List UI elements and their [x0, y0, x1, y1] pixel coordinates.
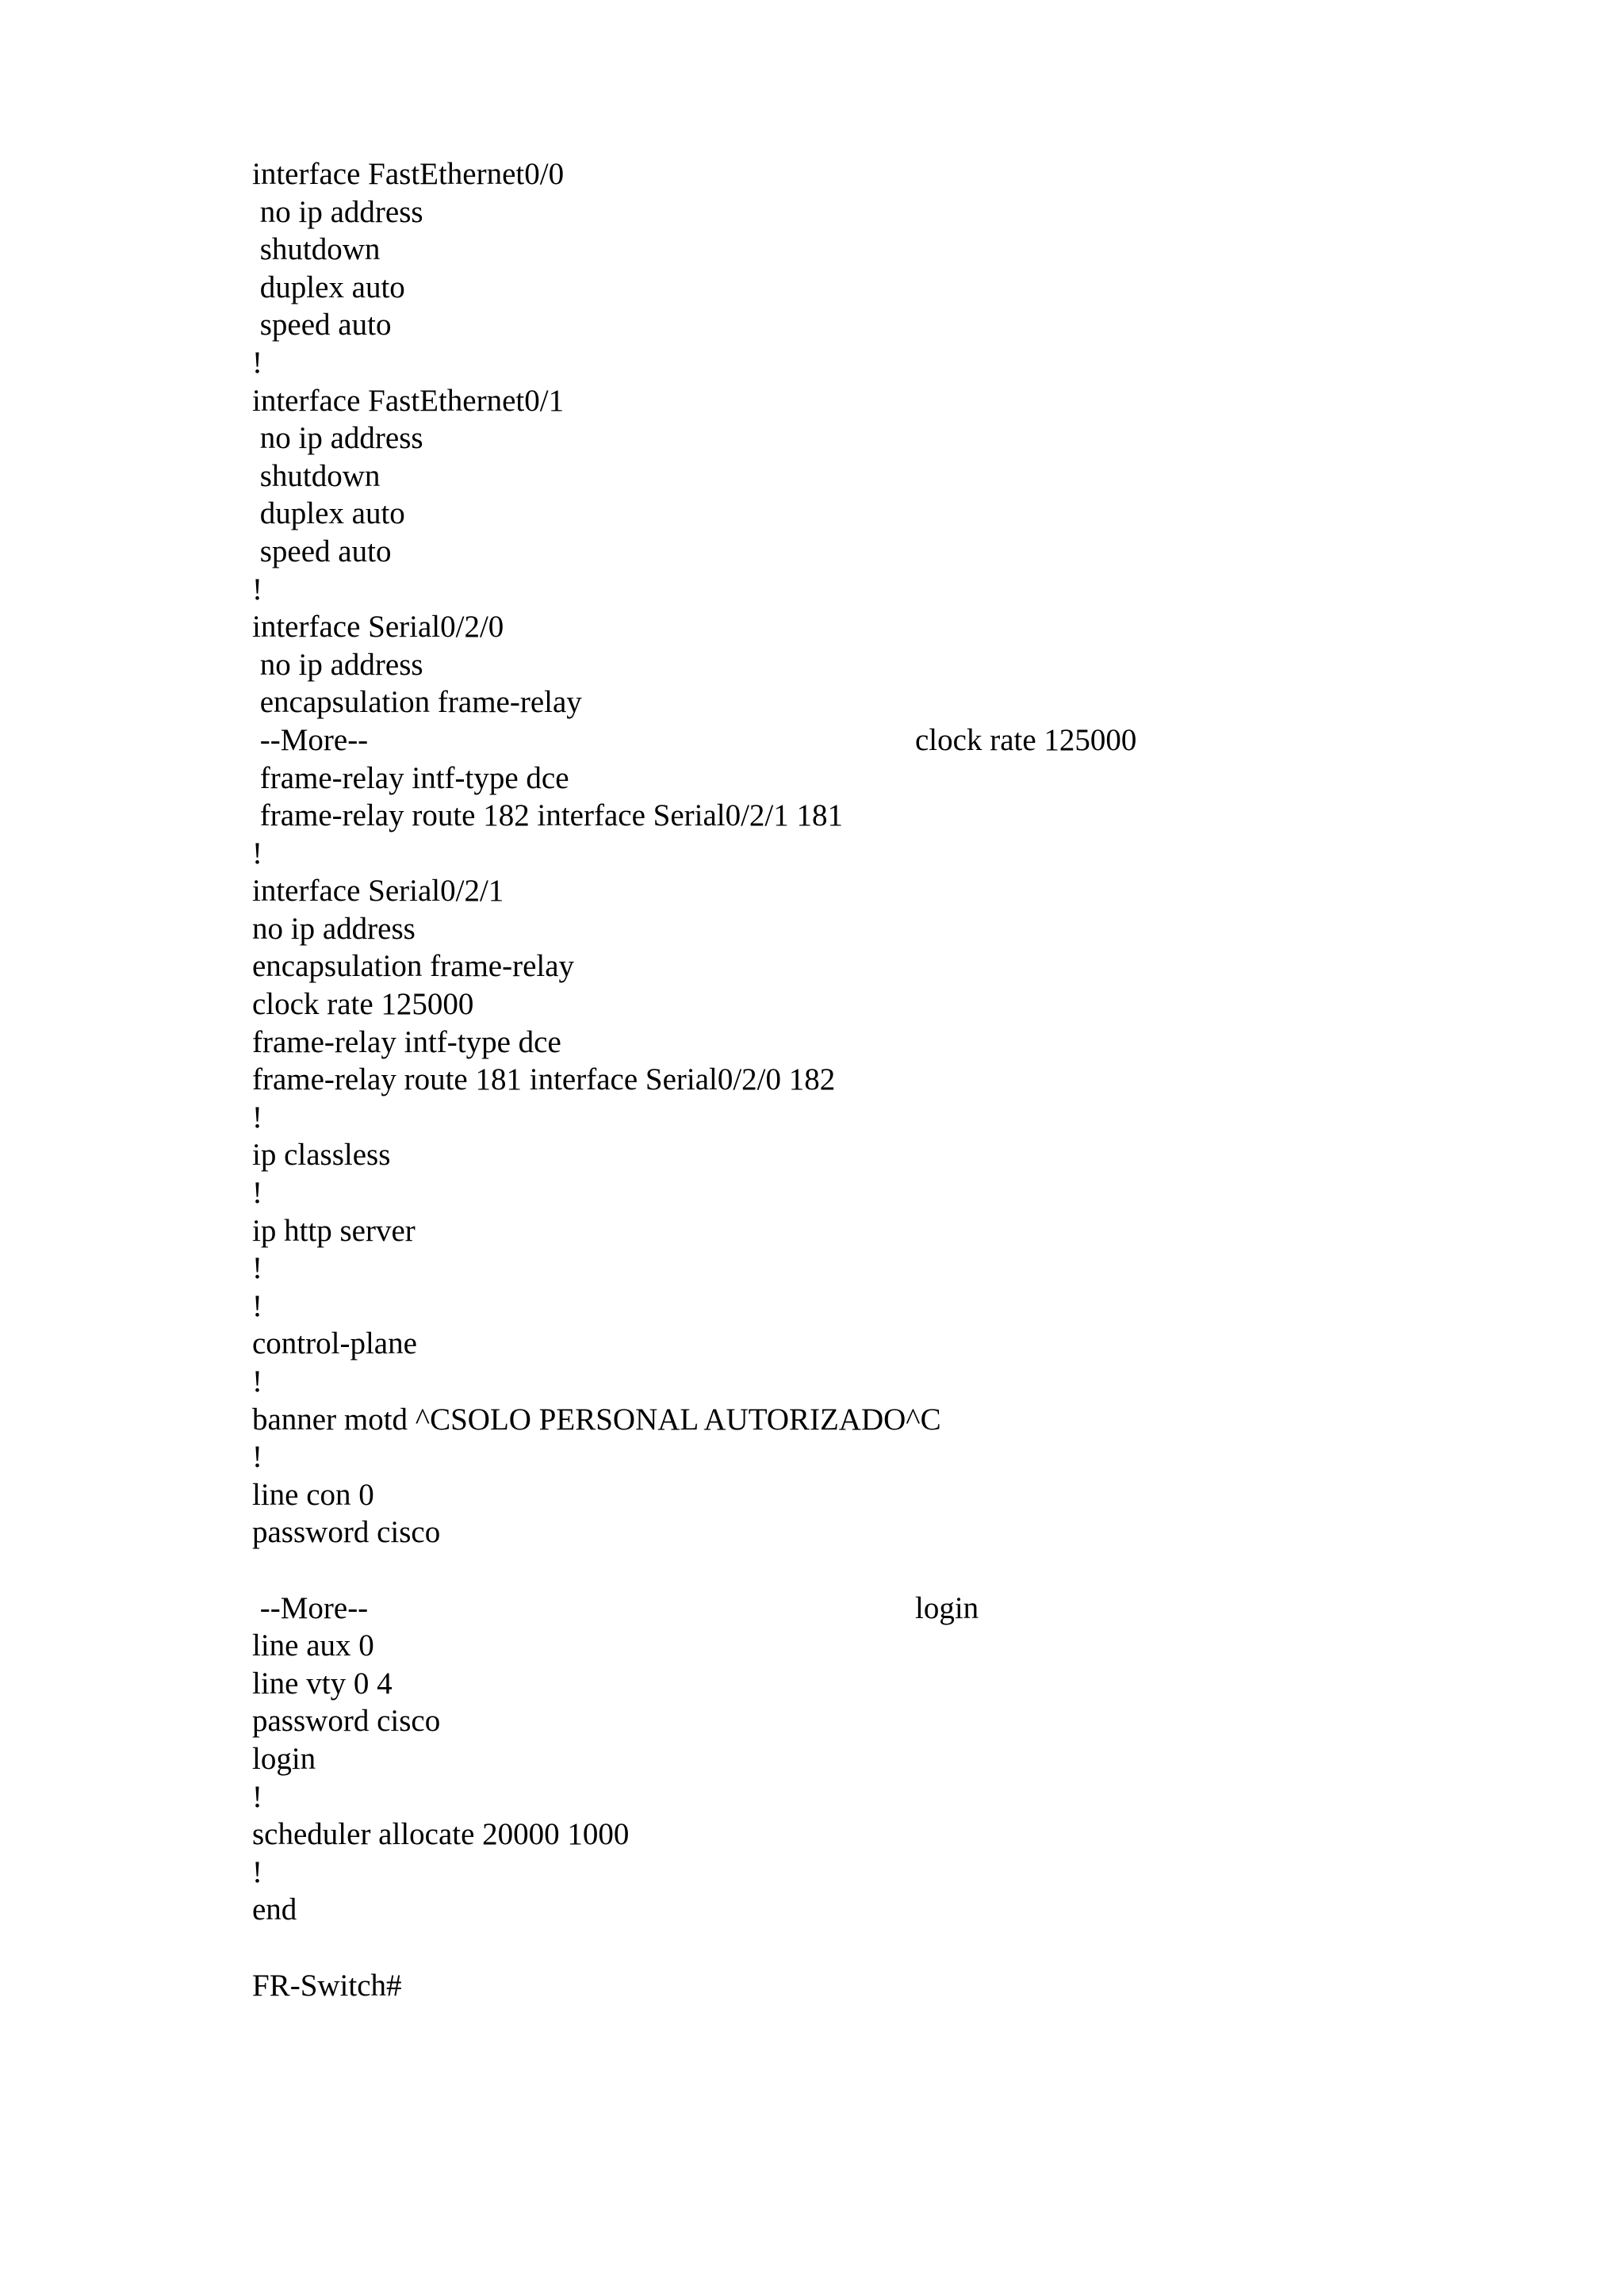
config-line: [252, 306, 1362, 344]
config-line-text: clock rate 125000: [252, 987, 474, 1022]
config-line-text: !: [252, 1854, 262, 1889]
config-line-text: control-plane: [252, 1326, 417, 1361]
config-line: [252, 571, 1362, 609]
config-line: [252, 1099, 1362, 1137]
config-line: [252, 1552, 1362, 1590]
config-line-text: !: [252, 1288, 262, 1323]
config-line: [252, 1174, 1362, 1212]
config-line-text: encapsulation frame-relay: [252, 685, 582, 720]
config-line-text: !: [252, 836, 262, 871]
config-line-text: shutdown: [252, 232, 381, 267]
config-line-text: duplex auto: [252, 270, 405, 304]
config-line-text: frame-relay route 182 interface Serial0/2/1 181: [252, 798, 844, 833]
config-line-text: password cisco: [252, 1515, 441, 1550]
config-line: [252, 1363, 1362, 1401]
config-line-text: line vty 0 4: [252, 1666, 393, 1701]
config-line: [252, 1476, 1362, 1514]
config-line-text: no ip address: [252, 421, 423, 456]
config-line-text: password cisco: [252, 1704, 441, 1739]
config-line: [252, 1740, 1362, 1778]
config-line: [252, 1665, 1362, 1703]
config-line: [252, 1627, 1362, 1665]
config-line-text: no ip address: [252, 194, 423, 229]
config-line: [252, 1854, 1362, 1892]
config-line-text: frame-relay route 181 interface Serial0/2/0 182: [252, 1062, 836, 1097]
config-line: [252, 1136, 1362, 1174]
config-line: [252, 1816, 1362, 1854]
config-line: [252, 1438, 1362, 1476]
config-line-text: !: [252, 1440, 262, 1475]
config-line-overflow-text: clock rate 125000: [915, 722, 1137, 757]
config-line: [252, 1061, 1362, 1099]
config-line-text: ip classless: [252, 1138, 391, 1173]
config-line: [252, 872, 1362, 910]
config-line: [252, 495, 1362, 533]
config-line: [252, 1929, 1362, 1967]
config-line: [252, 985, 1362, 1024]
config-line: [252, 344, 1362, 382]
config-line-text: interface Serial0/2/1: [252, 874, 504, 909]
config-line: [252, 1778, 1362, 1816]
config-line: [252, 1891, 1362, 1929]
config-line: [252, 721, 1362, 760]
config-line: [252, 646, 1362, 684]
config-line-text: shutdown: [252, 458, 381, 493]
config-line-text: FR-Switch#: [252, 1968, 402, 2003]
config-line-text: !: [252, 1176, 262, 1211]
config-line: [252, 760, 1362, 798]
config-line: [252, 1288, 1362, 1326]
config-line-text: ip http server: [252, 1213, 416, 1248]
config-line-text: interface FastEthernet0/1: [252, 383, 565, 418]
config-line-overflow-text: login: [915, 1590, 979, 1625]
config-line-text: speed auto: [252, 534, 392, 568]
config-line-text: !: [252, 1100, 262, 1135]
config-line-text: --More--: [252, 1590, 369, 1625]
config-line-text: line con 0: [252, 1477, 374, 1512]
config-line: [252, 1325, 1362, 1363]
config-line: [252, 608, 1362, 646]
config-line-text: end: [252, 1892, 297, 1927]
config-line: [252, 269, 1362, 307]
config-line-text: frame-relay intf-type dce: [252, 1024, 561, 1059]
config-line-text: !: [252, 1779, 262, 1814]
config-line-text: scheduler allocate 20000 1000: [252, 1817, 630, 1852]
config-line: [252, 1967, 1362, 2005]
config-line-text: login: [252, 1741, 316, 1776]
config-line-text: !: [252, 345, 262, 380]
config-line: [252, 835, 1362, 873]
config-line-text: line aux 0: [252, 1628, 374, 1663]
config-line-text: frame-relay intf-type dce: [252, 760, 569, 795]
config-line: [252, 797, 1362, 835]
config-line: [252, 1401, 1362, 1439]
config-line: [252, 947, 1362, 985]
config-line: [252, 155, 1362, 193]
config-line: [252, 1590, 1362, 1628]
config-line-text: duplex auto: [252, 496, 405, 531]
router-config-listing: [252, 155, 1362, 2004]
config-line-text: interface Serial0/2/0: [252, 610, 504, 645]
config-line: [252, 1024, 1362, 1062]
config-line-text: !: [252, 572, 262, 607]
config-line: [252, 231, 1362, 269]
config-line: [252, 382, 1362, 420]
config-line-text: no ip address: [252, 911, 416, 946]
config-line-text: interface FastEthernet0/0: [252, 157, 565, 191]
config-line: [252, 1212, 1362, 1250]
config-line-text: banner motd ^CSOLO PERSONAL AUTORIZADO^C: [252, 1402, 941, 1437]
config-line-text: !: [252, 1364, 262, 1399]
config-line: [252, 419, 1362, 457]
config-line: [252, 683, 1362, 721]
config-line: [252, 1702, 1362, 1740]
config-line: [252, 910, 1362, 948]
config-line: [252, 457, 1362, 496]
config-line: [252, 533, 1362, 571]
config-line-text: !: [252, 1251, 262, 1286]
config-line: [252, 193, 1362, 232]
config-line-text: no ip address: [252, 647, 423, 682]
config-line-text: speed auto: [252, 308, 392, 342]
config-line: [252, 1513, 1362, 1552]
config-line: [252, 1249, 1362, 1288]
config-line-text: encapsulation frame-relay: [252, 949, 575, 984]
config-line-text: --More--: [252, 722, 369, 757]
